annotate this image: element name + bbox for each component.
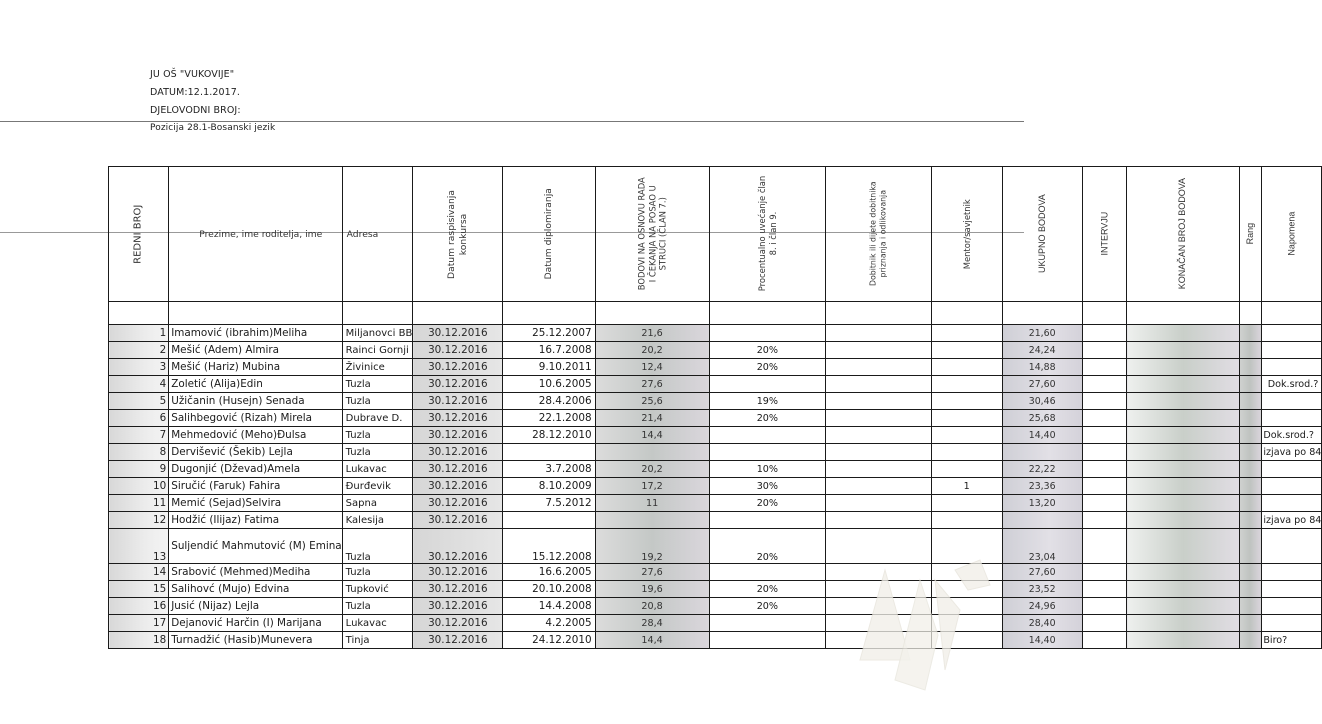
date-graduated: 14.4.2008 [503,598,595,615]
candidate-address: Lukavac [342,615,413,632]
candidate-name: Memić (Sejad)Selvira [169,495,342,512]
percent-cell [709,615,825,632]
date-posted: 30.12.2016 [413,564,503,581]
col-adresa: Adresa [342,167,413,302]
date-posted: 30.12.2016 [413,529,503,564]
col-mentor: Mentor/savjetnik [931,167,1002,302]
rank-cell [1239,410,1262,427]
total-points-cell: 14,88 [1002,359,1082,376]
date-graduated: 28.4.2006 [503,393,595,410]
note-cell: Biro? [1262,632,1322,649]
candidate-name: Salihbegović (Rizah) Mirela [169,410,342,427]
interview-cell [1082,376,1127,393]
mentor-cell [931,444,1002,461]
candidate-name: Zoletić (Alija)Edin [169,376,342,393]
table-row [109,564,1322,581]
table-header-row [109,167,1322,302]
total-points-cell: 14,40 [1002,427,1082,444]
rank-cell [1239,495,1262,512]
date-graduated: 24.12.2010 [503,632,595,649]
final-points-cell [1127,632,1239,649]
col-napomena: Napomena [1262,167,1322,302]
row-number: 7 [109,427,169,444]
rank-cell [1239,393,1262,410]
candidate-name: Dejanović Harčin (I) Marijana [169,615,342,632]
interview-cell [1082,598,1127,615]
final-points-cell [1127,461,1239,478]
interview-cell [1082,478,1127,495]
note-cell: Dok.srod.? [1262,376,1322,393]
mentor-cell [931,376,1002,393]
candidate-address: Tuzla [342,444,413,461]
table-row [109,376,1322,393]
row-number: 1 [109,325,169,342]
percent-cell [709,325,825,342]
candidate-address: Miljanovci BB [342,325,413,342]
percent-cell: 19% [709,393,825,410]
award-cell [826,495,932,512]
final-points-cell [1127,444,1239,461]
row-number: 18 [109,632,169,649]
table-row [109,581,1322,598]
note-cell [1262,581,1322,598]
points-cell: 19,2 [595,529,709,564]
date-graduated: 4.2.2005 [503,615,595,632]
mentor-cell [931,359,1002,376]
interview-cell [1082,564,1127,581]
total-points-cell: 28,40 [1002,615,1082,632]
candidate-address: Tinja [342,632,413,649]
position-title: Pozicija 28.1-Bosanski jezik [150,123,276,133]
candidate-address: Tuzla [342,529,413,564]
date-graduated: 7.5.2012 [503,495,595,512]
candidate-address: Tuzla [342,393,413,410]
candidate-address: Tuzla [342,376,413,393]
percent-cell: 20% [709,529,825,564]
note-cell [1262,478,1322,495]
award-cell [826,325,932,342]
table-row [109,427,1322,444]
note-cell [1262,564,1322,581]
date-posted: 30.12.2016 [413,427,503,444]
total-points-cell [1002,444,1082,461]
interview-cell [1082,512,1127,529]
ranking-table [108,166,1322,649]
table-row [109,342,1322,359]
total-points-cell: 27,60 [1002,564,1082,581]
date-posted: 30.12.2016 [413,410,503,427]
col-dobitnik: Dobitnik ili dijete dobitnika priznanja i odlikovanja [826,167,932,302]
candidate-address: Kalesija [342,512,413,529]
award-cell [826,342,932,359]
rank-cell [1239,376,1262,393]
row-number: 8 [109,444,169,461]
interview-cell [1082,444,1127,461]
col-rang: Rang [1239,167,1262,302]
points-cell: 12,4 [595,359,709,376]
points-cell: 14,4 [595,632,709,649]
award-cell [826,359,932,376]
interview-cell [1082,427,1127,444]
table-row [109,325,1322,342]
date-graduated: 16.7.2008 [503,342,595,359]
table-row [109,529,1322,564]
points-cell: 20,2 [595,461,709,478]
candidate-name: Mehmedović (Meho)Đulsa [169,427,342,444]
candidate-name: Jusić (Nijaz) Lejla [169,598,342,615]
rank-cell [1239,529,1262,564]
final-points-cell [1127,427,1239,444]
candidate-address: Đurđevik [342,478,413,495]
points-cell: 20,8 [595,598,709,615]
date-graduated: 22.1.2008 [503,410,595,427]
table-row [109,359,1322,376]
final-points-cell [1127,564,1239,581]
candidate-name: Turnadžić (Hasib)Munevera [169,632,342,649]
award-cell [826,478,932,495]
note-cell [1262,393,1322,410]
date-posted: 30.12.2016 [413,342,503,359]
table-row [109,495,1322,512]
col-intervju: INTERVJU [1082,167,1127,302]
date-graduated: 16.6.2005 [503,564,595,581]
candidate-name: Salihovć (Mujo) Edvina [169,581,342,598]
row-number: 15 [109,581,169,598]
date-posted: 30.12.2016 [413,325,503,342]
total-points-cell: 27,60 [1002,376,1082,393]
table-spacer-row [109,302,1322,325]
date-posted: 30.12.2016 [413,615,503,632]
date-posted: 30.12.2016 [413,393,503,410]
percent-cell [709,376,825,393]
mentor-cell [931,512,1002,529]
total-points-cell: 22,22 [1002,461,1082,478]
final-points-cell [1127,393,1239,410]
scan-line [0,121,1024,122]
candidate-address: Rainci Gornji [342,342,413,359]
note-cell [1262,410,1322,427]
rank-cell [1239,598,1262,615]
table-row [109,512,1322,529]
table-row [109,632,1322,649]
rank-cell [1239,444,1262,461]
award-cell [826,376,932,393]
points-cell: 19,6 [595,581,709,598]
total-points-cell: 14,40 [1002,632,1082,649]
date-posted: 30.12.2016 [413,598,503,615]
final-points-cell [1127,615,1239,632]
total-points-cell: 23,04 [1002,529,1082,564]
date-posted: 30.12.2016 [413,444,503,461]
final-points-cell [1127,598,1239,615]
percent-cell [709,564,825,581]
row-number: 2 [109,342,169,359]
points-cell: 14,4 [595,427,709,444]
col-datum-raspisivanja: Datum raspisivanja konkursa [413,167,503,302]
final-points-cell [1127,359,1239,376]
date-graduated: 25.12.2007 [503,325,595,342]
award-cell [826,444,932,461]
percent-cell [709,512,825,529]
note-cell [1262,359,1322,376]
candidate-address: Tuzla [342,564,413,581]
mentor-cell [931,393,1002,410]
row-number: 12 [109,512,169,529]
final-points-cell [1127,529,1239,564]
row-number: 13 [109,529,169,564]
col-bodovi: BODOVI NA OSNOVU RADA I ČEKANJA NA POSAO U STRUCI (ČLAN 7.) [595,167,709,302]
institution-name: JU OŠ "VUKOVIJE" [150,69,235,80]
date-graduated: 10.6.2005 [503,376,595,393]
date-graduated: 20.10.2008 [503,581,595,598]
percent-cell: 10% [709,461,825,478]
candidate-address: Tuzla [342,427,413,444]
candidate-address: Dubrave D. [342,410,413,427]
note-cell: Dok.srod.? [1262,427,1322,444]
interview-cell [1082,342,1127,359]
final-points-cell [1127,581,1239,598]
percent-cell: 20% [709,359,825,376]
row-number: 9 [109,461,169,478]
points-cell [595,444,709,461]
col-ukupno: UKUPNO BODOVA [1002,167,1082,302]
award-cell [826,461,932,478]
candidate-address: Živinice [342,359,413,376]
date-graduated [503,512,595,529]
award-cell [826,393,932,410]
table-row [109,393,1322,410]
rank-cell [1239,581,1262,598]
note-cell [1262,325,1322,342]
points-cell: 27,6 [595,564,709,581]
row-number: 16 [109,598,169,615]
points-cell: 11 [595,495,709,512]
rank-cell [1239,359,1262,376]
interview-cell [1082,581,1127,598]
percent-cell: 20% [709,410,825,427]
rank-cell [1239,461,1262,478]
points-cell: 20,2 [595,342,709,359]
candidate-address: Tuzla [342,598,413,615]
rank-cell [1239,564,1262,581]
candidate-name: Hodžić (Ilijaz) Fatima [169,512,342,529]
col-redni-broj: REDNI BROJ [109,167,169,302]
percent-cell [709,427,825,444]
table-row [109,410,1322,427]
award-cell [826,427,932,444]
mentor-cell [931,495,1002,512]
date-posted: 30.12.2016 [413,632,503,649]
date-posted: 30.12.2016 [413,359,503,376]
total-points-cell: 21,60 [1002,325,1082,342]
date-posted: 30.12.2016 [413,512,503,529]
final-points-cell [1127,410,1239,427]
percent-cell: 20% [709,598,825,615]
final-points-cell [1127,478,1239,495]
table-row [109,444,1322,461]
final-points-cell [1127,512,1239,529]
rank-cell [1239,325,1262,342]
date-graduated: 15.12.2008 [503,529,595,564]
points-cell: 25,6 [595,393,709,410]
percent-cell [709,444,825,461]
rank-cell [1239,615,1262,632]
candidate-address: Sapna [342,495,413,512]
points-cell: 28,4 [595,615,709,632]
interview-cell [1082,410,1127,427]
total-points-cell: 24,24 [1002,342,1082,359]
row-number: 6 [109,410,169,427]
candidate-name: Dervišević (Šekib) Lejla [169,444,342,461]
percent-cell: 20% [709,342,825,359]
percent-cell: 30% [709,478,825,495]
row-number: 14 [109,564,169,581]
percent-cell: 20% [709,581,825,598]
total-points-cell [1002,512,1082,529]
rank-cell [1239,478,1262,495]
note-cell: izjava po 84 [1262,512,1322,529]
candidate-name: Imamović (ibrahim)Meliha [169,325,342,342]
row-number: 5 [109,393,169,410]
points-cell: 21,4 [595,410,709,427]
mentor-cell [931,410,1002,427]
points-cell: 17,2 [595,478,709,495]
date-posted: 30.12.2016 [413,376,503,393]
interview-cell [1082,393,1127,410]
date-posted: 30.12.2016 [413,461,503,478]
total-points-cell: 24,96 [1002,598,1082,615]
date-graduated [503,444,595,461]
rank-cell [1239,427,1262,444]
mentor-cell [931,325,1002,342]
reference-number: DJELOVODNI BROJ: [150,105,241,116]
total-points-cell: 23,36 [1002,478,1082,495]
note-cell [1262,598,1322,615]
date-posted: 30.12.2016 [413,478,503,495]
total-points-cell: 30,46 [1002,393,1082,410]
col-konacan: KONAČAN BROJ BODOVA [1127,167,1239,302]
total-points-cell: 13,20 [1002,495,1082,512]
row-number: 11 [109,495,169,512]
note-cell [1262,615,1322,632]
note-cell: izjava po 84 [1262,444,1322,461]
mentor-cell [931,427,1002,444]
stylized-logo-watermark [840,540,1010,690]
table-row [109,478,1322,495]
points-cell: 27,6 [595,376,709,393]
candidate-name: Srabović (Mehmed)Mediha [169,564,342,581]
note-cell [1262,529,1322,564]
mentor-cell [931,461,1002,478]
date-graduated: 28.12.2010 [503,427,595,444]
interview-cell [1082,632,1127,649]
interview-cell [1082,461,1127,478]
rank-cell [1239,632,1262,649]
date-graduated: 9.10.2011 [503,359,595,376]
note-cell [1262,461,1322,478]
note-cell [1262,495,1322,512]
interview-cell [1082,615,1127,632]
col-datum-diplomiranja: Datum diplomiranja [503,167,595,302]
award-cell [826,512,932,529]
col-ime: Prezime, ime roditelja, ime [169,167,342,302]
interview-cell [1082,359,1127,376]
interview-cell [1082,529,1127,564]
date-posted: 30.12.2016 [413,495,503,512]
candidate-name: Mešić (Hariz) Mubina [169,359,342,376]
interview-cell [1082,495,1127,512]
row-number: 3 [109,359,169,376]
points-cell [595,512,709,529]
document-date: DATUM:12.1.2017. [150,87,241,98]
total-points-cell: 25,68 [1002,410,1082,427]
candidate-name: Užičanin (Husejn) Senada [169,393,342,410]
points-cell: 21,6 [595,325,709,342]
table-row [109,598,1322,615]
percent-cell: 20% [709,495,825,512]
row-number: 10 [109,478,169,495]
candidate-address: Tupković [342,581,413,598]
col-procentualno: Procentualno uvećanje član 8. i član 9. [709,167,825,302]
rank-cell [1239,342,1262,359]
candidate-name: Siručić (Faruk) Fahira [169,478,342,495]
mentor-cell: 1 [931,478,1002,495]
row-number: 17 [109,615,169,632]
date-posted: 30.12.2016 [413,581,503,598]
final-points-cell [1127,325,1239,342]
row-number: 4 [109,376,169,393]
final-points-cell [1127,376,1239,393]
candidate-name: Dugonjić (Dževad)Amela [169,461,342,478]
date-graduated: 8.10.2009 [503,478,595,495]
percent-cell [709,632,825,649]
final-points-cell [1127,342,1239,359]
total-points-cell: 23,52 [1002,581,1082,598]
table-row [109,461,1322,478]
mentor-cell [931,342,1002,359]
date-graduated: 3.7.2008 [503,461,595,478]
candidate-name: Suljendić Mahmutović (M) Emina [169,529,342,564]
candidate-name: Mešić (Adem) Almira [169,342,342,359]
note-cell [1262,342,1322,359]
rank-cell [1239,512,1262,529]
final-points-cell [1127,495,1239,512]
award-cell [826,410,932,427]
table-row [109,615,1322,632]
candidate-address: Lukavac [342,461,413,478]
interview-cell [1082,325,1127,342]
